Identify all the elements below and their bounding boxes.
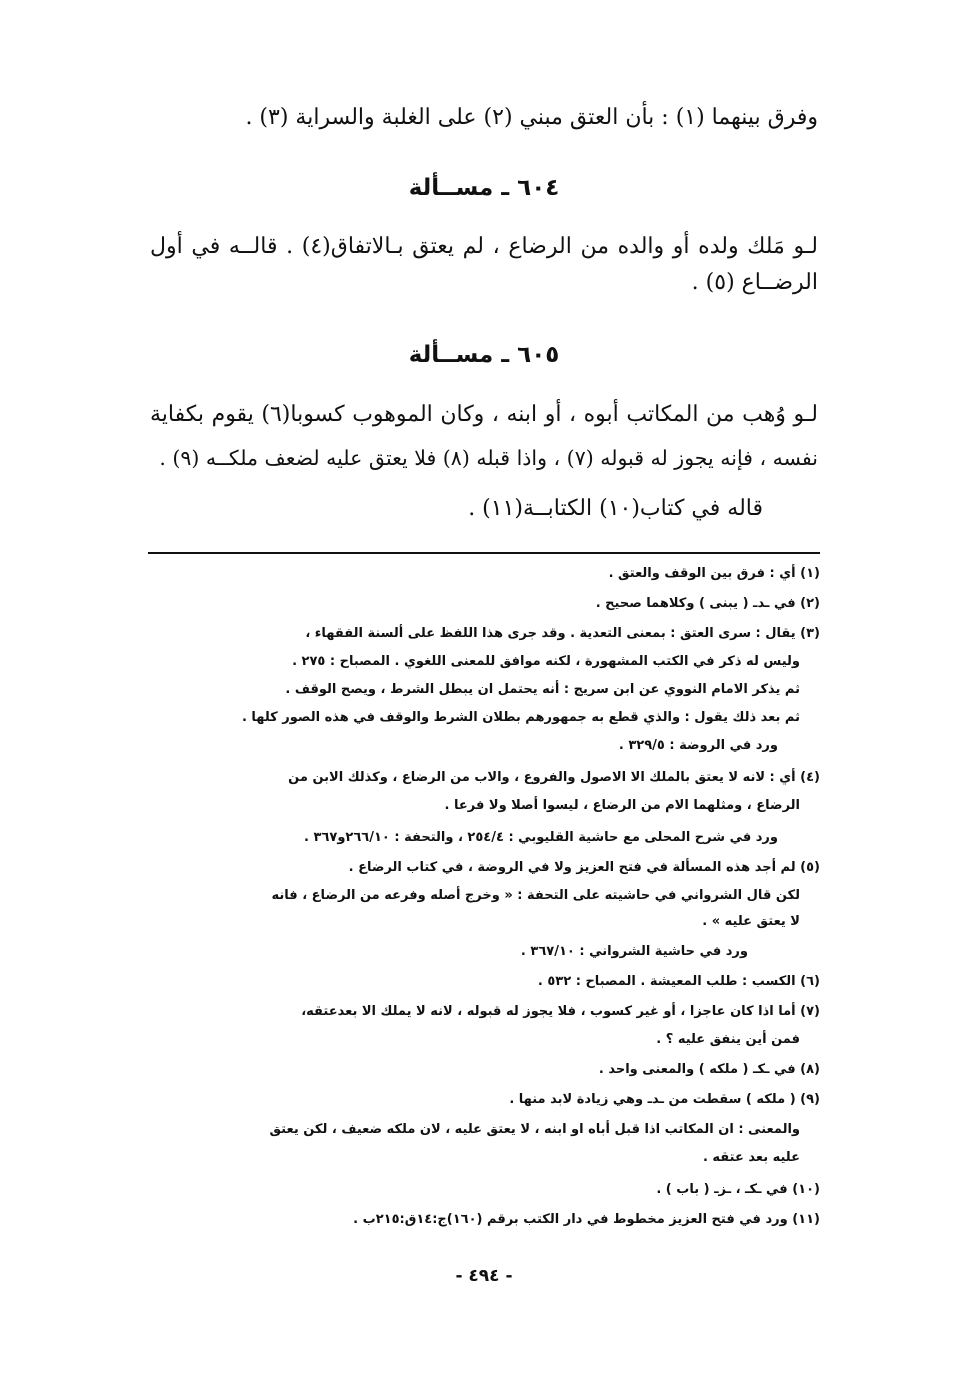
footnote-11: (١١) ورد في فتح العزيز مخطوط في دار الكتب برقم (١٦٠)ج:١٤ق:٢١٥ب .: [353, 1212, 820, 1227]
footnote-9-cont-2: عليه بعد عتقه .: [702, 1150, 800, 1165]
footnote-5-source: ورد في حاشية الشرواني : ٣٦٧/١٠ .: [520, 944, 748, 959]
footnote-3: (٣) يقال : سرى العتق : بمعنى التعدية . وقد جرى هذا اللفظ على ألسنة الفقهاء ،: [305, 626, 820, 641]
section-605-line-2: نفسه ، فإنه يجوز له قبوله (٧) ، واذا قبله (٨) فلا يعتق عليه لضعف ملكــه (٩) .: [159, 446, 818, 470]
footnote-2: (٢) في ـدـ ( يبنى ) وكلاهما صحيح .: [595, 596, 820, 611]
footnote-separator: [148, 552, 820, 554]
section-605-line-3: قاله في كتاب(١٠) الكتابــة(١١) .: [468, 496, 763, 521]
footnote-7: (٧) أما اذا كان عاجزا ، أو غير كسوب ، فلا يجوز له قبوله ، لانه لا يملك الا بعدعتقه،: [301, 1004, 820, 1019]
footnote-9-cont-1: والمعنى : ان المكاتب اذا قبل أباه او ابنه ، لا يعتق عليه ، لان ملكه ضعيف ، لكن يعتق: [269, 1122, 800, 1137]
footnote-3-cont-2: ثم يذكر الامام النووي عن ابن سريج : أنه يحتمل ان يبطل الشرط ، ويصح الوقف .: [285, 682, 800, 697]
footnote-4: (٤) أي : لانه لا يعتق بالملك الا الاصول والفروع ، والاب من الرضاع ، وكذلك الابن من: [288, 770, 820, 785]
page-number: - ٤٩٤ -: [455, 1266, 513, 1286]
section-604-heading: ٦٠٤ ـ مســألة: [408, 175, 560, 201]
section-604-line-2: الرضــاع (٥) .: [691, 270, 818, 295]
footnote-3-cont-3: ثم بعد ذلك يقول : والذي قطع به جمهورهم بطلان الشرط والوقف في هذه الصور كلها .: [241, 710, 800, 725]
section-604-line-1: لـو مَلك ولده أو والده من الرضاع ، لم يعتق بـالاتفاق(٤) . قالــه في أول: [150, 234, 818, 259]
footnote-3-cont-1: وليس له ذكر في الكتب المشهورة ، لكنه موافق للمعنى اللغوي . المصباح : ٢٧٥ .: [292, 654, 800, 669]
footnote-3-source: ورد في الروضة : ٣٢٩/٥ .: [618, 738, 778, 753]
intro-line: وفرق بينهما (١) : بأن العتق مبني (٢) على الغلبة والسراية (٣) .: [245, 105, 818, 130]
footnote-5-cont-1: لكن قال الشرواني في حاشيته على التحفة : « وخرج أصله وفرعه من الرضاع ، فانه: [271, 888, 800, 903]
section-605-heading: ٦٠٥ ـ مســألة: [408, 342, 560, 368]
section-605-line-1: لـو وُهب من المكاتب أبوه ، أو ابنه ، وكان الموهوب كسوبا(٦) يقوم بكفاية: [150, 402, 818, 427]
footnote-7-cont: فمن أين ينفق عليه ؟ .: [656, 1032, 800, 1047]
footnote-6: (٦) الكسب : طلب المعيشة . المصباح : ٥٣٢ .: [537, 974, 820, 989]
footnote-5: (٥) لم أجد هذه المسألة في فتح العزيز ولا في الروضة ، في كتاب الرضاع .: [348, 860, 820, 875]
footnote-5-cont-2: لا يعتق عليه » .: [702, 914, 800, 929]
footnote-4-cont: الرضاع ، ومثلهما الام من الرضاع ، ليسوا أصلا ولا فرعا .: [444, 798, 800, 813]
footnote-1: (١) أي : فرق بين الوقف والعتق .: [608, 566, 820, 581]
footnote-8: (٨) في ـكـ ( ملكه ) والمعنى واحد .: [598, 1062, 820, 1077]
footnote-9: (٩) ( ملكه ) سقطت من ـدـ وهي زيادة لابد منها .: [509, 1092, 820, 1107]
footnote-4-source: ورد في شرح المحلى مع حاشية القليوبي : ٢٥٤/٤ ، والتحفة : ٢٦٦/١٠و٣٦٧ .: [304, 830, 778, 845]
footnote-10: (١٠) في ـكـ ، ـزـ ( باب ) .: [656, 1182, 820, 1197]
